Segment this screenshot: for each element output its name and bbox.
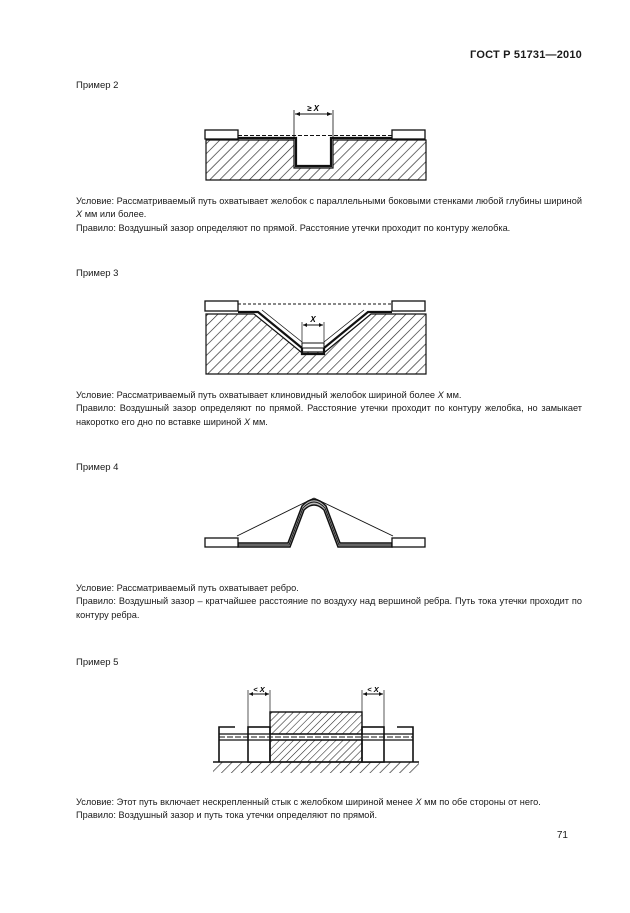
example-3-title: Пример 3 (76, 268, 119, 279)
example-3-rule: Правило: Воздушный зазор определяют по прямой. Расстояние утечки проходит по контуру желобка, но замыкает накоротко его дно по вставке шириной X мм. (76, 403, 582, 427)
example-4-text (76, 582, 582, 622)
left-conductor (205, 538, 238, 547)
hatched-base (206, 140, 426, 180)
rib-body (238, 500, 392, 548)
right-conductor (392, 538, 425, 547)
example-2-condition: Условие: Рассматриваемый путь охватывает желобок с параллельными боковыми стенками любой глубины шириной X мм или более. (76, 196, 582, 220)
example-2-figure (200, 100, 432, 182)
example-4-figure (200, 488, 432, 566)
right-conductor (362, 727, 384, 762)
example-5-title: Пример 5 (76, 657, 119, 668)
dimension-label: ≥ X (307, 104, 319, 113)
creepage-path (238, 502, 392, 545)
example-5-figure (205, 680, 427, 776)
document-header: ГОСТ Р 51731—2010 (470, 49, 582, 61)
example-5-text (76, 796, 582, 823)
example-2-rule: Правило: Воздушный зазор определяют по прямой. Расстояние утечки проходит по контуру желобка. (76, 222, 511, 233)
example-3-figure (200, 292, 432, 378)
example-4-title: Пример 4 (76, 462, 119, 473)
example-3-text (76, 389, 582, 429)
example-5-condition: Условие: Этот путь включает нескрепленный стык с желобком шириной менее X мм по обе стороны от него. (76, 797, 541, 807)
left-conductor (248, 727, 270, 762)
left-conductor (205, 130, 238, 139)
insulator-top (270, 712, 362, 734)
right-conductor (392, 301, 425, 311)
dimension-label-right: < X (367, 685, 379, 694)
example-3-condition: Условие: Рассматриваемый путь охватывает клиновидный желобок шириной более X мм. (76, 390, 462, 400)
left-conductor (205, 301, 238, 311)
example-4-rule: Правило: Воздушный зазор – кратчайшее расстояние по воздуху над вершиной ребра. Путь тока утечки проходит по контуру ребра. (76, 596, 582, 620)
insulator-bottom (270, 740, 362, 762)
clearance-line-left (237, 498, 314, 536)
right-conductor (392, 130, 425, 139)
hatched-base (213, 762, 419, 773)
page-number: 71 (556, 830, 568, 841)
dimension-label-left: < X (253, 685, 265, 694)
example-2-text (76, 195, 582, 235)
example-5-rule: Правило: Воздушный зазор и путь тока утечки определяют по прямой. (76, 810, 378, 821)
example-2-title: Пример 2 (76, 80, 119, 91)
example-4-condition: Условие: Рассматриваемый путь охватывает ребро. (76, 583, 299, 593)
dimension-label: X (310, 315, 316, 324)
